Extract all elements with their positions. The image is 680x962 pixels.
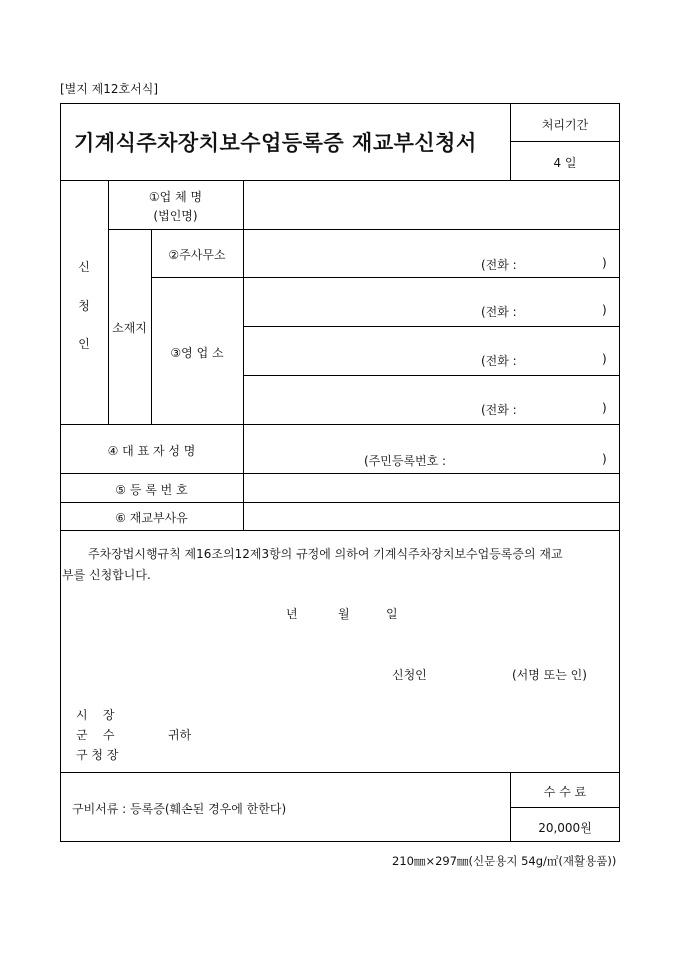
fee-value: 20,000원 xyxy=(538,821,592,835)
paper-spec: 210㎜×297㎜(신문용지 54g/㎡(재활용품)) xyxy=(392,854,617,868)
registration-no-field[interactable] xyxy=(244,474,619,501)
applicant-label-3: 인 xyxy=(78,337,90,351)
head-office-label: ②주사무소 xyxy=(168,248,226,262)
reissue-reason-label: ⑥ 재교부사유 xyxy=(115,511,188,525)
form-title: 기계식주차장치보수업등록증 재교부신청서 xyxy=(74,130,477,155)
representative-label: ④ 대 표 자 성 명 xyxy=(107,444,196,458)
phone-label: (전화 : xyxy=(481,258,517,272)
business-office-field-1[interactable] xyxy=(244,278,619,325)
phone-close: ) xyxy=(602,352,607,366)
phone-label: (전화 : xyxy=(481,354,517,368)
date-day: 일 xyxy=(386,607,398,621)
phone-close: ) xyxy=(602,303,607,317)
reissue-reason-field[interactable] xyxy=(244,503,619,529)
applicant-label-1: 신 xyxy=(78,260,90,274)
form-label: [별지 제12호서식] xyxy=(60,82,158,96)
phone-close: ) xyxy=(602,256,607,270)
statement-line-2: 부를 신청합니다. xyxy=(62,568,151,582)
company-name-field[interactable] xyxy=(244,181,619,228)
addressee-district: 구 청 장 xyxy=(76,748,119,762)
addressee-county: 군 수 xyxy=(76,728,115,742)
resident-no-close: ) xyxy=(602,452,607,466)
representative-field[interactable] xyxy=(244,425,619,472)
applicant-signature-label: 신청인 xyxy=(392,668,427,682)
phone-label: (전화 : xyxy=(481,305,517,319)
business-office-label: ③영 업 소 xyxy=(170,346,224,360)
addressee-mayor: 시 장 xyxy=(76,708,115,722)
addressee-honorific: 귀하 xyxy=(168,728,192,742)
phone-label: (전화 : xyxy=(481,403,517,417)
registration-no-label: ⑤ 등 록 번 호 xyxy=(115,483,188,497)
business-office-field-3[interactable] xyxy=(244,376,619,423)
applicant-label-2: 청 xyxy=(78,299,90,313)
business-office-field-2[interactable] xyxy=(244,327,619,374)
fee-label: 수 수 료 xyxy=(543,785,587,799)
date-year: 년 xyxy=(286,607,298,621)
company-name-label: ①업 체 명 xyxy=(148,190,203,204)
signature-note: (서명 또는 인) xyxy=(512,668,587,682)
company-name-sublabel: (법인명) xyxy=(153,209,198,223)
phone-close: ) xyxy=(602,401,607,415)
resident-no-label: (주민등록번호 : xyxy=(364,454,447,468)
head-office-field[interactable] xyxy=(244,230,619,276)
processing-period-value: 4 일 xyxy=(553,156,577,170)
processing-period-label: 처리기간 xyxy=(541,118,589,132)
location-label: 소재지 xyxy=(112,321,147,335)
statement-line-1: 주차장법시행규칙 제16조의12제3항의 규정에 의하여 기계식주차장치보수업등록증의 재교 xyxy=(88,547,563,561)
required-documents: 구비서류 : 등록증(훼손된 경우에 한한다) xyxy=(72,802,287,816)
date-month: 월 xyxy=(338,607,350,621)
